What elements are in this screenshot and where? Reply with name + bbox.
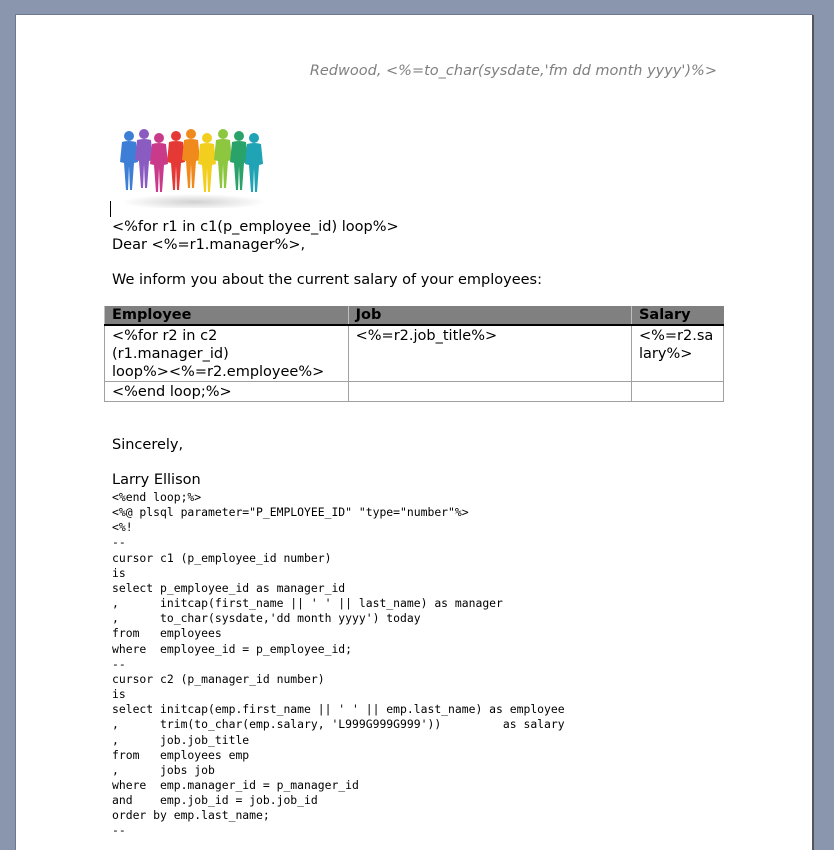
code-line: -- [112, 535, 126, 550]
code-line: cursor c2 (p_manager_id number) [112, 671, 325, 686]
header-salary: Salary [631, 306, 723, 325]
code-line: <%end loop;%> [112, 490, 202, 504]
code-line: order by emp.last_name; [112, 808, 270, 823]
employee-cell-line: <%for r2 in c2 [112, 328, 218, 344]
code-line: from employees [112, 626, 222, 641]
greeting: Dear <%=r1.manager%>, [112, 237, 306, 253]
closing: Sincerely, [112, 437, 184, 453]
code-line: , initcap(first_name || ' ' || last_name) as manager [112, 596, 503, 611]
header-employee: Employee [105, 306, 349, 325]
code-line: , jobs job [112, 762, 215, 777]
person-figure [150, 133, 168, 192]
header-date-line: Redwood, <%=to_char(sysdate,'fm dd month yyyy')%> [309, 63, 717, 79]
intro-paragraph: We inform you about the current salary of your employees: [112, 272, 542, 288]
code-line: and emp.job_id = job.job_id [112, 793, 318, 808]
salary-cell-line: lary%> [638, 346, 693, 362]
text-cursor [110, 201, 111, 217]
person-figure [214, 129, 232, 188]
employee-cell [105, 325, 349, 382]
code-line: from employees emp [112, 747, 250, 762]
code-line: -- [112, 823, 126, 838]
person-figure [182, 129, 200, 188]
document-page [16, 15, 812, 850]
salary-cell [631, 325, 723, 382]
table-row [105, 382, 724, 402]
signature: Larry Ellison [112, 472, 201, 488]
person-figure [167, 131, 185, 190]
employee-cell-line: (r1.manager_id) [112, 346, 229, 362]
plsql-code-block [112, 490, 565, 839]
table-row [105, 325, 724, 382]
person-figure [135, 129, 153, 188]
code-line: , trim(to_char(emp.salary, 'L999G999G999')) as salary [112, 717, 565, 732]
code-line: <%! [112, 520, 133, 535]
code-line: is [112, 565, 126, 580]
salary-cell-line: <%=r2.sa [638, 328, 714, 344]
employee-cell-line: loop%><%=r2.employee%> [112, 364, 325, 380]
code-line: select initcap(emp.first_name || ' ' || emp.last_name) as employee [112, 702, 565, 717]
loop-end-cell: <%end loop;%> [105, 382, 349, 402]
person-figure [230, 131, 248, 190]
code-line: where emp.manager_id = p_manager_id [112, 777, 359, 792]
code-line: -- [112, 656, 126, 671]
person-figure [198, 133, 216, 192]
code-line: cursor c1 (p_employee_id number) [112, 550, 332, 565]
empty-job-cell [348, 382, 631, 402]
code-line: , job.job_title [112, 732, 250, 747]
code-line: where employee_id = p_employee_id; [112, 641, 353, 656]
people-group-icon [119, 128, 269, 208]
outer-loop-open: <%for r1 in c1(p_employee_id) loop%> [112, 219, 399, 235]
header-job: Job [348, 306, 631, 325]
job-cell: <%=r2.job_title%> [348, 325, 631, 382]
empty-salary-cell [631, 382, 723, 402]
table-header-row [105, 306, 724, 325]
person-figure [120, 131, 138, 190]
person-figure [245, 133, 263, 192]
salary-table [104, 306, 724, 402]
code-line: select p_employee_id as manager_id [112, 580, 346, 595]
code-line: <%@ plsql parameter="P_EMPLOYEE_ID" "type="number"%> [112, 505, 469, 520]
code-line: is [112, 687, 126, 702]
code-line: , to_char(sysdate,'dd month yyyy') today [112, 611, 421, 626]
